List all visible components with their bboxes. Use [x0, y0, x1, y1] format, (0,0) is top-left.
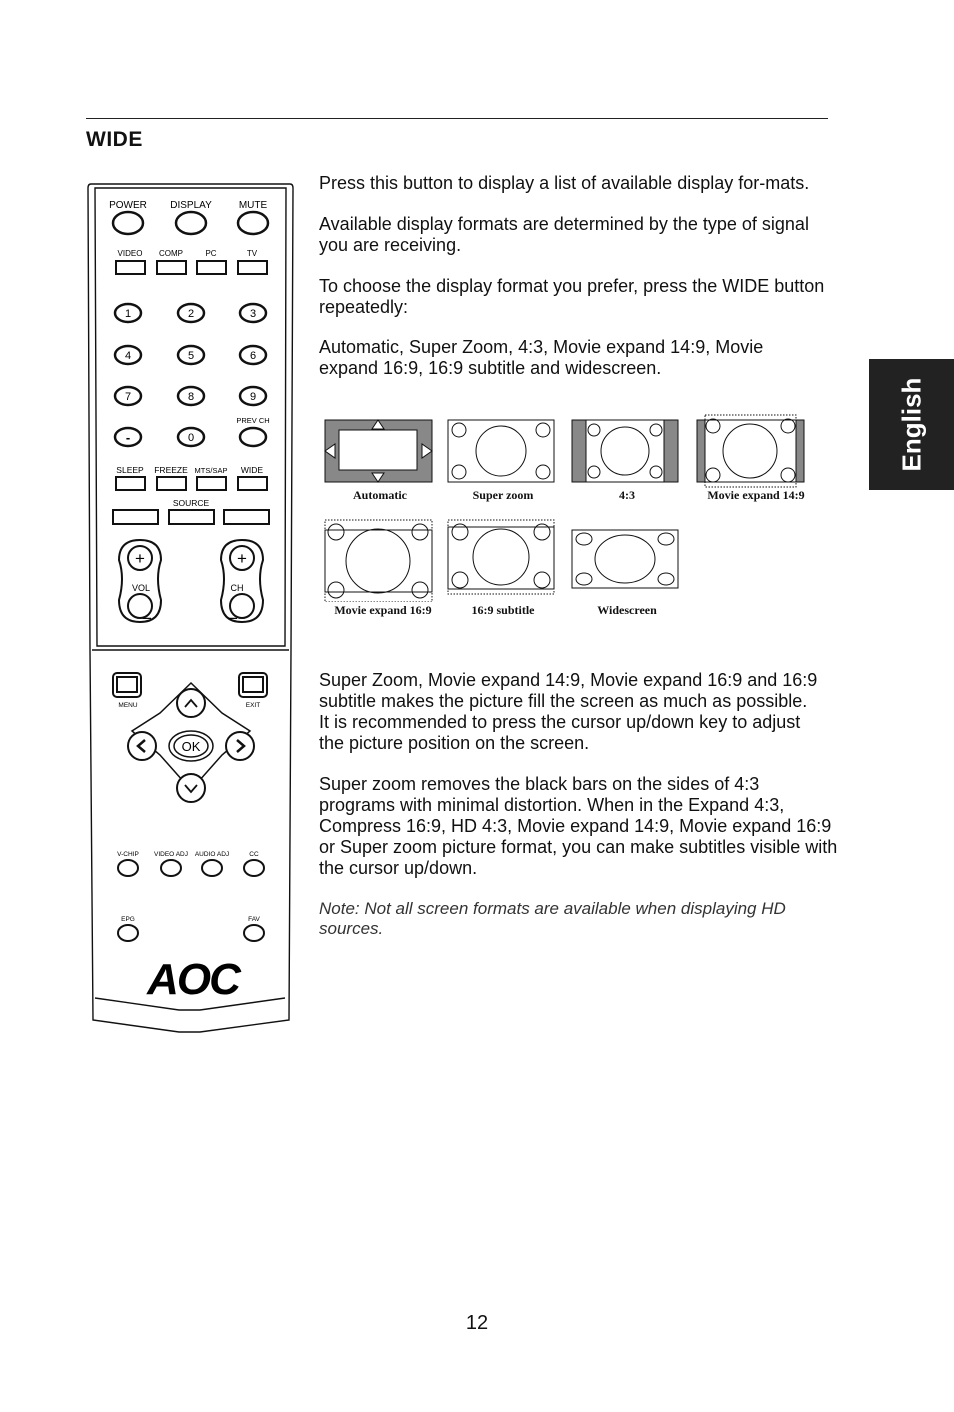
display-label: DISPLAY — [170, 200, 212, 211]
digit-1-label: 1 — [124, 308, 132, 320]
format-label-16-9-subtitle: 16:9 subtitle — [471, 603, 535, 617]
wide-label: WIDE — [240, 465, 264, 475]
format-list-paragraph: Automatic, Super Zoom, 4:3, Movie expand 14:9, Movie expand 16:9, 16:9 subtitle and widescreen. — [319, 337, 764, 378]
cursor-up-button[interactable] — [177, 689, 205, 717]
cursor-right-button[interactable] — [226, 732, 254, 760]
digit-3-label: 3 — [249, 308, 257, 320]
sleep-button[interactable] — [116, 477, 145, 490]
digit-9-button[interactable] — [240, 387, 266, 405]
cursor-down-button[interactable] — [177, 774, 205, 802]
digit-0-label: 0 — [187, 432, 195, 444]
dash-label: - — [125, 430, 131, 445]
digit-9-label: 9 — [249, 391, 257, 403]
aoc-logo: AOC — [147, 955, 239, 1004]
digit-7-button[interactable] — [115, 387, 141, 405]
wide-button[interactable] — [238, 477, 267, 490]
ok-label: OK — [181, 739, 201, 754]
source-right-button[interactable] — [224, 510, 269, 524]
vol-plus-label: + — [135, 549, 145, 568]
menu-button[interactable] — [113, 673, 141, 697]
format-label-movie-expand-16-9: Movie expand 16:9 — [334, 603, 432, 617]
mts-sap-label: MTS/SAP — [194, 466, 228, 475]
vol-minus-label: − — [142, 609, 152, 628]
digit-4-button[interactable] — [115, 346, 141, 364]
tv-label: TV — [246, 249, 258, 258]
pc-label: PC — [205, 249, 217, 258]
tv-button[interactable] — [238, 261, 267, 274]
digit-8-button[interactable] — [178, 387, 204, 405]
video-button[interactable] — [116, 261, 145, 274]
digit-5-label: 5 — [187, 350, 195, 362]
audio-adj-label: AUDIO ADJ — [194, 851, 230, 858]
nav-cluster — [128, 683, 254, 802]
epg-button[interactable] — [118, 925, 138, 941]
input-buttons — [116, 249, 267, 274]
digit-6-button[interactable] — [240, 346, 266, 364]
format-label-movie-expand-14-9: Movie expand 14:9 — [707, 488, 805, 502]
mute-label: MUTE — [238, 200, 268, 211]
exit-button[interactable] — [239, 673, 267, 697]
choose-paragraph: To choose the display format you prefer, press the WIDE button repeatedly: — [319, 276, 825, 317]
digit-5-button[interactable] — [178, 346, 204, 364]
power-label: POWER — [109, 200, 147, 211]
zoom-paragraph: Super Zoom, Movie expand 14:9, Movie expand 16:9 and 16:9 subtitle makes the picture fill the screen as much as possible. It is recommended to press the cursor up/down key to adjust the picture position on the screen. — [319, 670, 818, 753]
power-button[interactable] — [113, 212, 143, 234]
freeze-button[interactable] — [157, 477, 186, 490]
freeze-label: FREEZE — [154, 465, 188, 475]
source-label: SOURCE — [172, 498, 210, 508]
digit-2-label: 2 — [187, 308, 195, 320]
dash-button[interactable] — [115, 428, 141, 446]
super-zoom-paragraph: Super zoom removes the black bars on the sides of 4:3 programs with minimal distortion. When in the Expand 4:3, Compress 16:9, HD 4:3, Movie expand 14:9, Movie expand 16:9 or Super zoom picture format, you can make subtitles visible with the cursor up/down. — [319, 774, 838, 878]
digit-0-button[interactable] — [178, 428, 204, 446]
source-left-button[interactable] — [113, 510, 158, 524]
top-buttons — [109, 200, 268, 234]
cursor-left-button[interactable] — [128, 732, 156, 760]
subtitle-16-9-diagram — [448, 520, 554, 594]
digit-3-button[interactable] — [240, 304, 266, 322]
exit-label: EXIT — [245, 702, 261, 709]
digit-keypad — [115, 304, 270, 446]
formats-paragraph: Available display formats are determined by the type of signal you are receiving. — [319, 214, 809, 255]
format-label-super-zoom: Super zoom — [472, 488, 534, 502]
aspect-4-3-diagram — [572, 420, 678, 482]
video-adj-label: VIDEO ADJ — [154, 851, 188, 858]
v-chip-label: V-CHIP — [117, 851, 139, 858]
function-buttons — [113, 465, 269, 524]
source-button[interactable] — [169, 510, 214, 524]
digit-8-label: 8 — [187, 391, 195, 403]
digit-2-button[interactable] — [178, 304, 204, 322]
pc-button[interactable] — [197, 261, 226, 274]
video-label: VIDEO — [117, 249, 143, 258]
vol-label: VOL — [131, 583, 151, 593]
super-zoom-diagram — [448, 420, 554, 482]
language-tab-label: English — [896, 377, 926, 472]
widescreen-diagram — [572, 530, 678, 588]
video-adj-button[interactable] — [161, 860, 181, 876]
ch-label: CH — [230, 583, 244, 593]
display-button[interactable] — [176, 212, 206, 234]
digit-6-label: 6 — [249, 350, 257, 362]
section-title: WIDE — [86, 128, 143, 151]
comp-button[interactable] — [157, 261, 186, 274]
hd-note: Note: Not all screen formats are available when displaying HD sources. — [319, 899, 786, 938]
prev-ch-button[interactable] — [240, 428, 266, 446]
fav-button[interactable] — [244, 925, 264, 941]
digit-4-label: 4 — [124, 350, 132, 362]
movie-expand-14-9-diagram — [697, 415, 804, 487]
format-diagrams — [320, 412, 810, 602]
menu-label: MENU — [118, 702, 138, 709]
audio-adj-button[interactable] — [202, 860, 222, 876]
intro-paragraph: Press this button to display a list of available display for-mats. — [319, 173, 810, 193]
cc-label: CC — [249, 851, 259, 858]
fav-label: FAV — [248, 916, 260, 923]
automatic-diagram — [325, 420, 432, 482]
v-chip-button[interactable] — [118, 860, 138, 876]
bottom-buttons — [117, 851, 264, 941]
sleep-label: SLEEP — [116, 465, 144, 475]
page-number: 12 — [465, 1312, 489, 1334]
cc-button[interactable] — [244, 860, 264, 876]
prev-ch-label: PREV CH — [236, 416, 270, 425]
ch-plus-label: + — [237, 549, 247, 568]
digit-7-label: 7 — [124, 391, 132, 403]
format-label-4-3: 4:3 — [619, 488, 635, 502]
format-label-widescreen: Widescreen — [597, 603, 657, 617]
mute-button[interactable] — [238, 212, 268, 234]
language-tab — [869, 359, 954, 490]
header-rule — [86, 118, 828, 119]
format-label-automatic: Automatic — [353, 488, 407, 502]
epg-label: EPG — [121, 916, 135, 923]
remote-control-illustration — [85, 180, 297, 1038]
mts-sap-button[interactable] — [197, 477, 226, 490]
digit-1-button[interactable] — [115, 304, 141, 322]
movie-expand-16-9-diagram — [325, 520, 432, 602]
ch-minus-label: − — [228, 609, 238, 628]
comp-label: COMP — [159, 249, 183, 258]
